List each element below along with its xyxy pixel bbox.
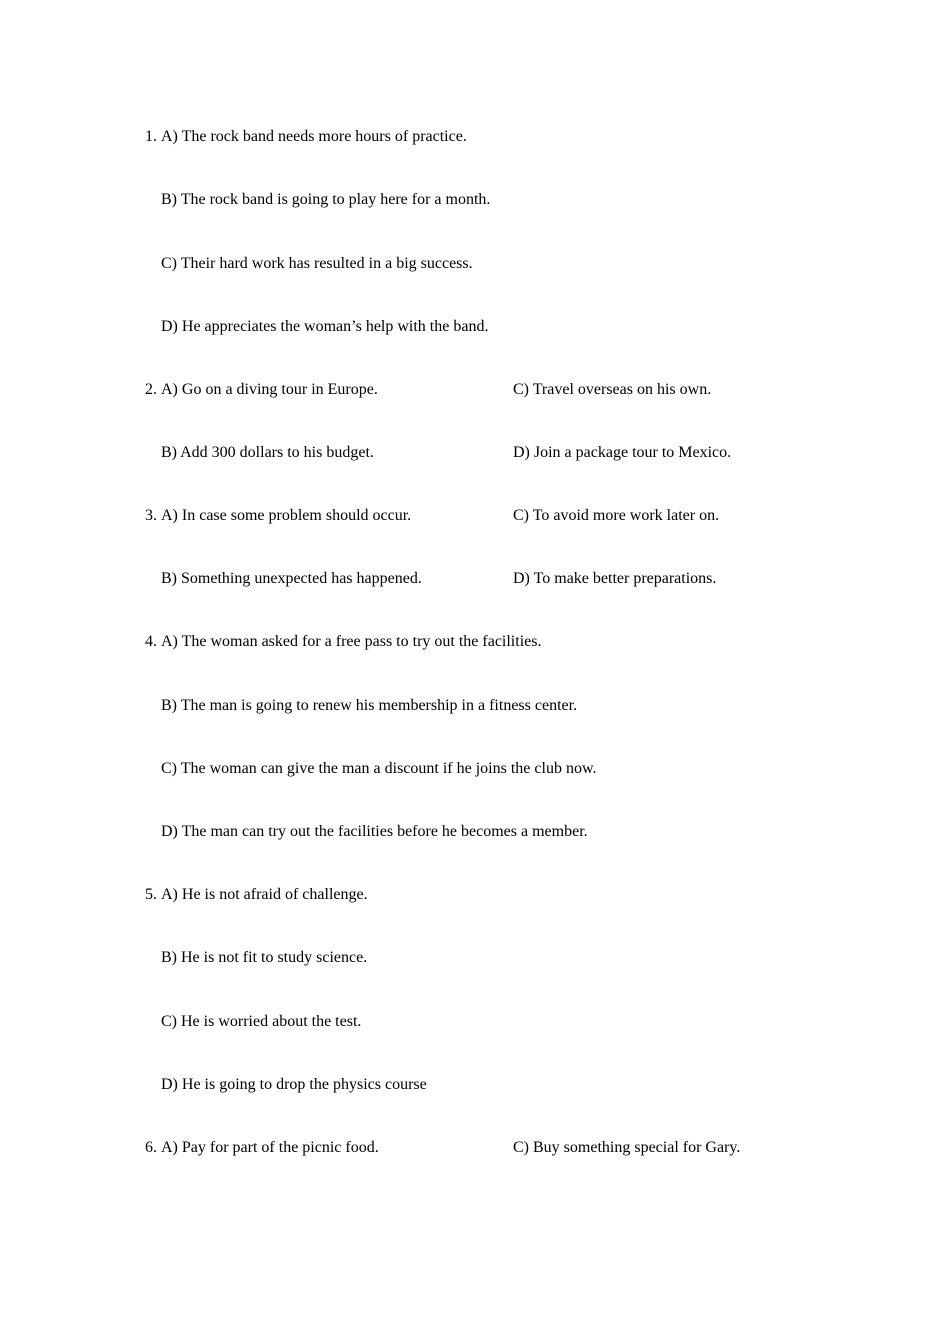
- question-number: 4.: [145, 633, 157, 650]
- question-number: 1.: [145, 128, 157, 145]
- option-b: B) The rock band is going to play here for a month.: [161, 191, 491, 208]
- option-d: D) He appreciates the woman’s help with the band.: [161, 318, 489, 335]
- option-c: C) He is worried about the test.: [161, 1013, 362, 1030]
- option-b: B) Add 300 dollars to his budget.: [161, 444, 374, 461]
- question-number: 5.: [145, 886, 157, 903]
- option-a: A) The rock band needs more hours of practice.: [161, 128, 467, 145]
- option-d: D) To make better preparations.: [513, 570, 717, 587]
- question-number: 6.: [145, 1139, 157, 1156]
- option-b: B) Something unexpected has happened.: [161, 570, 422, 587]
- option-c: C) Buy something special for Gary.: [513, 1139, 741, 1156]
- option-d: D) The man can try out the facilities before he becomes a member.: [161, 823, 588, 840]
- option-c: C) The woman can give the man a discount if he joins the club now.: [161, 760, 597, 777]
- option-a: A) Pay for part of the picnic food.: [161, 1139, 379, 1156]
- option-a: A) He is not afraid of challenge.: [161, 886, 368, 903]
- option-a: A) In case some problem should occur.: [161, 507, 412, 524]
- option-b: B) The man is going to renew his membership in a fitness center.: [161, 697, 578, 714]
- question-number: 2.: [145, 381, 157, 398]
- option-c: C) To avoid more work later on.: [513, 507, 720, 524]
- option-c: C) Travel overseas on his own.: [513, 381, 712, 398]
- option-d: D) He is going to drop the physics course: [161, 1076, 427, 1093]
- option-a: A) The woman asked for a free pass to try out the facilities.: [161, 633, 542, 650]
- question-number: 3.: [145, 507, 157, 524]
- option-a: A) Go on a diving tour in Europe.: [161, 381, 378, 398]
- option-d: D) Join a package tour to Mexico.: [513, 444, 732, 461]
- option-c: C) Their hard work has resulted in a big success.: [161, 255, 473, 272]
- option-b: B) He is not fit to study science.: [161, 949, 368, 966]
